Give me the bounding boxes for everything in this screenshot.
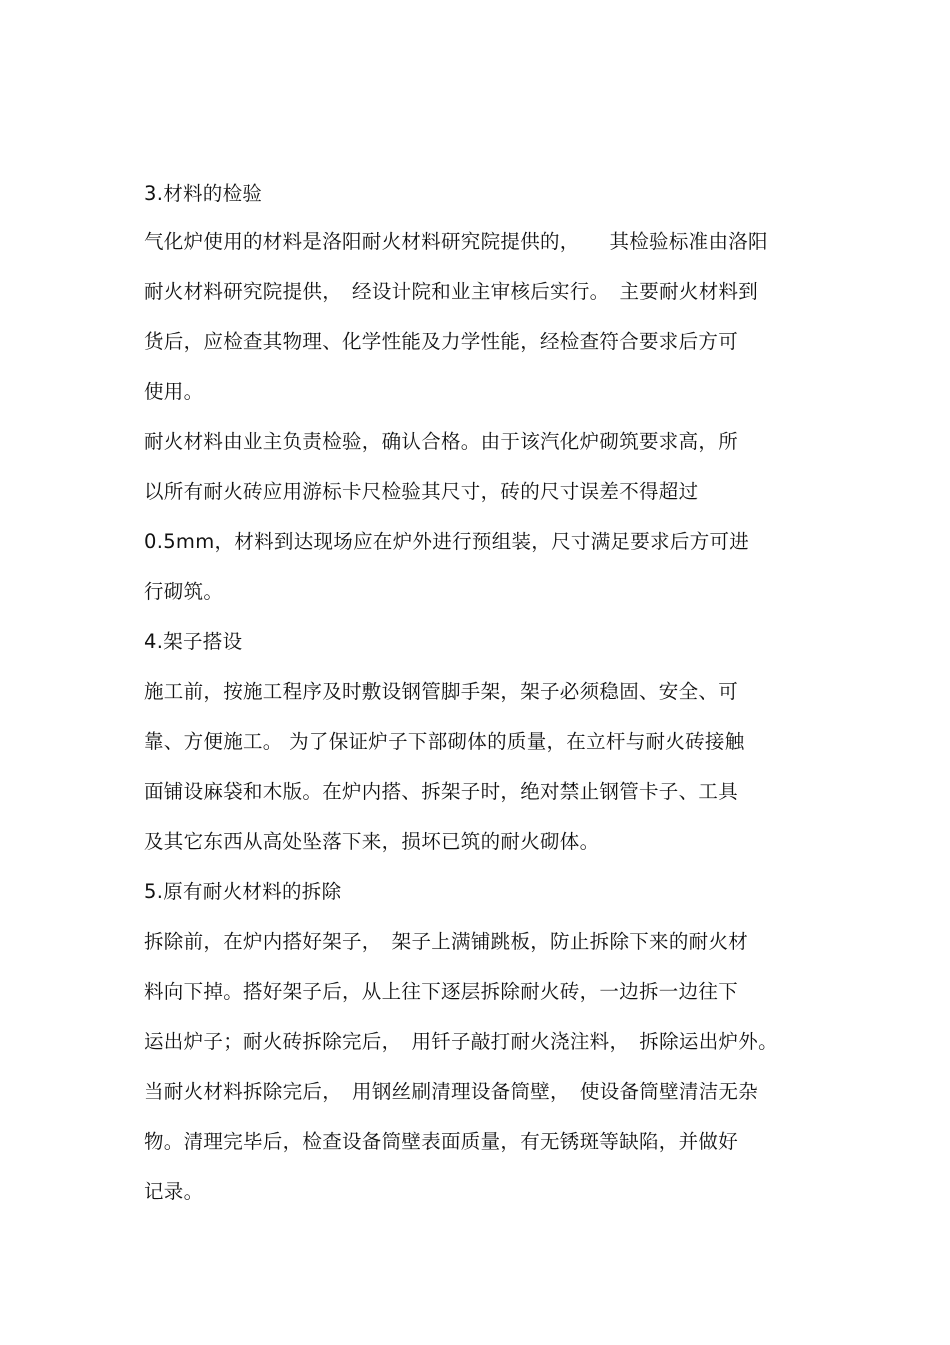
section-heading-material-inspection: 3.材料的检验 [144,182,263,205]
paragraph-line: 以所有耐火砖应用游标卡尺检验其尺寸，砖的尺寸误差不得超过 [144,480,699,503]
paragraph-line: 施工前，按施工程序及时敷设钢管脚手架，架子必须稳固、安全、可 [144,680,739,703]
paragraph-line: 使用。 [144,380,204,403]
paragraph-line: 行砌筑。 [144,580,224,603]
paragraph-line: 0.5mm，材料到达现场应在炉外进行预组装，尺寸满足要求后方可进 [144,530,750,553]
paragraph-line: 耐火材料由业主负责检验，确认合格。由于该汽化炉砌筑要求高，所 [144,430,739,453]
paragraph-line: 记录。 [144,1180,204,1203]
paragraph-line: 物。清理完毕后，检查设备筒壁表面质量，有无锈斑等缺陷，并做好 [144,1130,739,1153]
paragraph-line: 料向下掉。搭好架子后，从上往下逐层拆除耐火砖，一边拆一边往下 [144,980,739,1003]
paragraph-line: 耐火材料研究院提供， 经设计院和业主审核后实行。 主要耐火材料到 [144,280,759,303]
paragraph-line: 气化炉使用的材料是洛阳耐火材料研究院提供的， 其检验标准由洛阳 [144,230,768,253]
paragraph-line: 货后，应检查其物理、化学性能及力学性能，经检查符合要求后方可 [144,330,739,353]
section-heading-removal: 5.原有耐火材料的拆除 [144,880,342,903]
paragraph-line: 当耐火材料拆除完后， 用钢丝刷清理设备筒壁， 使设备筒壁清洁无杂 [144,1080,759,1103]
paragraph-line: 拆除前，在炉内搭好架子， 架子上满铺跳板，防止拆除下来的耐火材 [144,930,749,953]
section-heading-scaffolding: 4.架子搭设 [144,630,243,653]
paragraph-line: 靠、方便施工。 为了保证炉子下部砌体的质量，在立杆与耐火砖接触 [144,730,745,753]
paragraph-line: 运出炉子；耐火砖拆除完后， 用钎子敲打耐火浇注料， 拆除运出炉外。 [144,1030,778,1053]
paragraph-line: 及其它东西从高处坠落下来，损坏已筑的耐火砌体。 [144,830,600,853]
paragraph-line: 面铺设麻袋和木版。在炉内搭、拆架子时，绝对禁止钢管卡子、工具 [144,780,739,803]
